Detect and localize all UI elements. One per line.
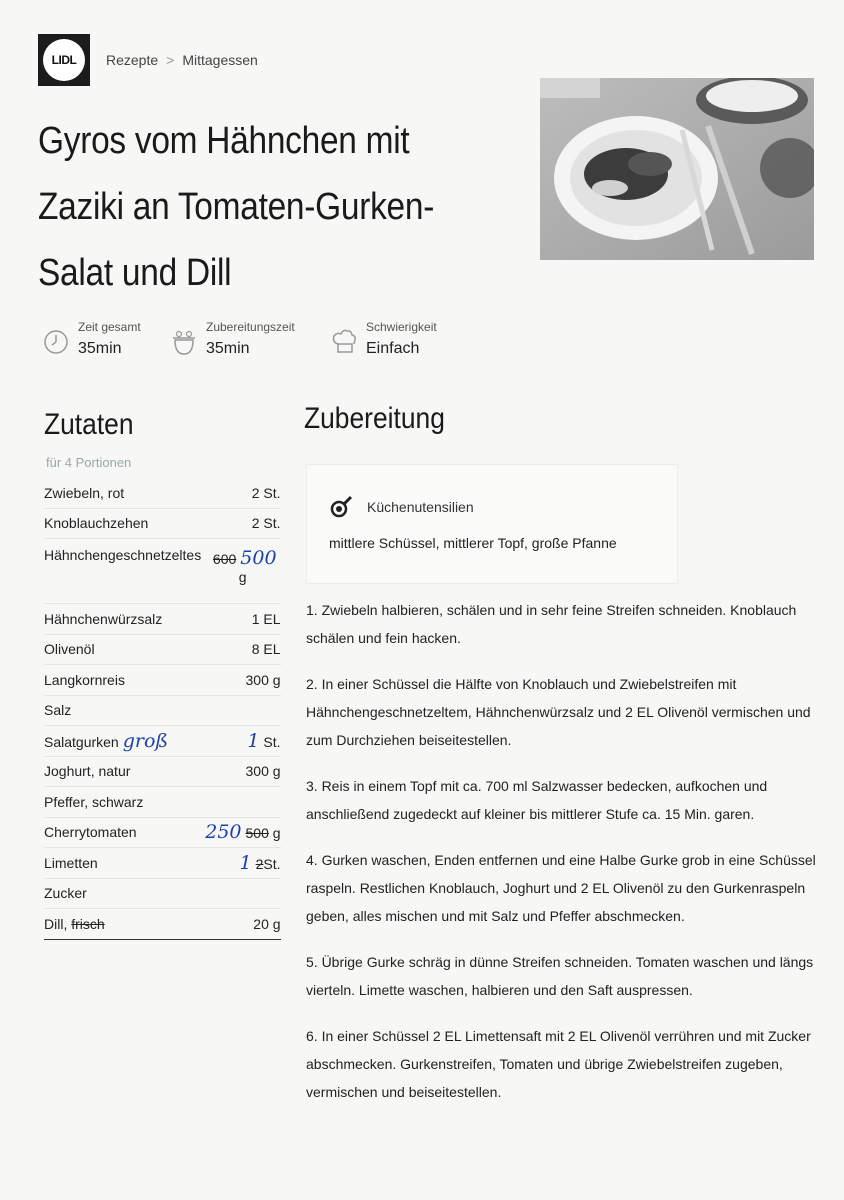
- step-4: 4. Gurken waschen, Enden entfernen und eine Halbe Gurke grob in eine Schüssel raspeln. Restlichen Knoblauch, Joghurt und 2 EL Olivenöl zu den Gurkenraspeln geben, alles mischen und mit Salz und Pfeffer abschmecken.: [306, 852, 816, 924]
- ingredient-name: Limetten: [44, 848, 201, 879]
- recipe-title: Gyros vom Hähnchen mit Zaziki an Tomaten-Gurken-Salat und Dill: [38, 120, 435, 294]
- ingredient-row: [44, 604, 281, 635]
- ingredients-table: [44, 478, 281, 940]
- ingredient-amount: 300 g: [201, 665, 280, 696]
- clock-icon: [42, 328, 70, 356]
- breadcrumb: [106, 52, 258, 68]
- servings-label: für 4 Portionen: [46, 455, 132, 470]
- ingredient-amount: [201, 726, 280, 757]
- breadcrumb-mittagessen[interactable]: Mittagessen: [182, 52, 258, 68]
- struck-name: frisch: [71, 915, 105, 932]
- ingredient-name: Pfeffer, schwarz: [44, 787, 201, 818]
- ingredient-row: [44, 726, 281, 757]
- kitchen-tools-header: [329, 495, 474, 519]
- ingredient-row: [44, 539, 281, 604]
- handwritten-note: groß: [122, 729, 169, 752]
- ingredient-name: Zucker: [44, 878, 201, 909]
- ingredient-name: Cherrytomaten: [44, 817, 201, 848]
- breadcrumb-separator: >: [166, 52, 175, 68]
- preparation-heading: Zubereitung: [304, 402, 445, 435]
- step-3: 3. Reis in einem Topf mit ca. 700 ml Salzwasser bedecken, aufkochen und anschließend zugedeckt auf kleiner bis mittlerer Stufe ca. 15 Min. garen.: [306, 778, 768, 822]
- ingredient-name: Langkornreis: [44, 665, 201, 696]
- ingredient-row: [44, 756, 281, 787]
- handwritten-amount: 1: [247, 729, 260, 752]
- step-6: 6. In einer Schüssel 2 EL Limettensaft mit 2 EL Olivenöl verrühren und mit Zucker abschmecken. Gurkenstreifen, Tomaten und übrige Zwiebelstreifen zugeben, vermischen und beiseitestellen.: [306, 1028, 811, 1100]
- meta-prep-time: [170, 320, 295, 358]
- ingredient-row: [44, 695, 281, 726]
- chef-hat-icon: [330, 328, 358, 356]
- kitchen-tools-list: mittlere Schüssel, mittlerer Topf, große Pfanne: [329, 535, 617, 551]
- ingredient-name: Olivenöl: [44, 634, 201, 665]
- meta-difficulty-label: Schwierigkeit: [366, 320, 437, 334]
- meta-prep-value: 35min: [206, 340, 250, 357]
- ingredient-name-cell: [44, 726, 201, 757]
- handwritten-amount: 250: [205, 821, 242, 844]
- lidl-logo[interactable]: [38, 34, 90, 86]
- ingredient-row: [44, 508, 281, 539]
- struck-amount: 2: [255, 855, 264, 872]
- ingredient-amount: 300 g: [201, 756, 280, 787]
- ingredient-amount: [201, 539, 280, 604]
- recipe-photo: [540, 78, 814, 260]
- kitchen-tools-label: Küchenutensilien: [367, 499, 474, 515]
- step-1: 1. Zwiebeln halbieren, schälen und in sehr feine Streifen schneiden. Knoblauch schälen und fein hacken.: [306, 602, 797, 646]
- step-5: 5. Übrige Gurke schräg in dünne Streifen schneiden. Tomaten waschen und längs vierteln. Limette waschen, halbieren und den Saft auspressen.: [306, 954, 814, 998]
- ingredient-amount: [201, 787, 280, 818]
- ingredient-name: Joghurt, natur: [44, 756, 201, 787]
- ingredient-amount: [201, 695, 280, 726]
- ingredient-row: [44, 478, 281, 508]
- ingredient-amount: 2 St.: [201, 478, 280, 508]
- handwritten-amount: 500: [240, 547, 277, 569]
- ingredient-unit: g: [272, 825, 281, 842]
- cooking-pot-icon: [170, 328, 198, 356]
- ingredient-amount: [201, 817, 280, 848]
- meta-total-label: Zeit gesamt: [78, 320, 141, 334]
- ingredient-amount: 8 EL: [201, 634, 280, 665]
- ingredient-name-cell: [44, 909, 201, 940]
- ingredient-name: Hähnchenwürzsalz: [44, 604, 201, 635]
- ingredient-amount: 20 g: [201, 909, 280, 940]
- ingredient-row: [44, 665, 281, 696]
- ingredient-name: Dill,: [44, 915, 68, 932]
- step-2: 2. In einer Schüssel die Hälfte von Knoblauch und Zwiebelstreifen mit Hähnchengeschnetzeltem, Hähnchenwürzsalz und 2 EL Olivenöl vermischen und zum Durchziehen beiseitestellen.: [306, 676, 811, 748]
- handwritten-amount: 1: [239, 851, 252, 874]
- ingredient-unit: g: [238, 569, 247, 585]
- ingredient-row: [44, 848, 281, 879]
- ingredient-row: [44, 634, 281, 665]
- kitchen-tools-box: [306, 464, 678, 584]
- ingredient-name: Hähnchengeschnetzeltes: [44, 539, 201, 604]
- ingredient-name: Zwiebeln, rot: [44, 478, 201, 508]
- ingredient-row: [44, 909, 281, 940]
- breadcrumb-rezepte[interactable]: Rezepte: [106, 52, 159, 68]
- ingredient-name: Salatgurken: [44, 733, 119, 750]
- ingredient-amount: 2 St.: [201, 508, 280, 539]
- ingredient-amount: [201, 848, 280, 879]
- ingredient-amount: [201, 878, 280, 909]
- ingredient-amount: 1 EL: [201, 604, 280, 635]
- ingredient-unit: St.: [263, 855, 281, 872]
- ingredient-unit: St.: [263, 733, 281, 750]
- meta-total-time: [42, 320, 141, 358]
- meta-total-value: 35min: [78, 340, 122, 357]
- meta-difficulty: [330, 320, 437, 358]
- ingredient-row: [44, 878, 281, 909]
- pan-icon: [329, 495, 353, 519]
- lidl-logo-text: LIDL: [43, 39, 85, 81]
- ingredient-name: Knoblauchzehen: [44, 508, 201, 539]
- ingredient-row: [44, 787, 281, 818]
- meta-difficulty-value: Einfach: [366, 340, 420, 357]
- struck-amount: 500: [245, 825, 269, 842]
- meta-prep-label: Zubereitungszeit: [206, 320, 295, 334]
- struck-amount: 600: [212, 551, 237, 567]
- preparation-steps: [306, 596, 816, 1124]
- ingredient-name: Salz: [44, 695, 201, 726]
- ingredient-row: [44, 817, 281, 848]
- ingredients-heading: Zutaten: [44, 408, 134, 441]
